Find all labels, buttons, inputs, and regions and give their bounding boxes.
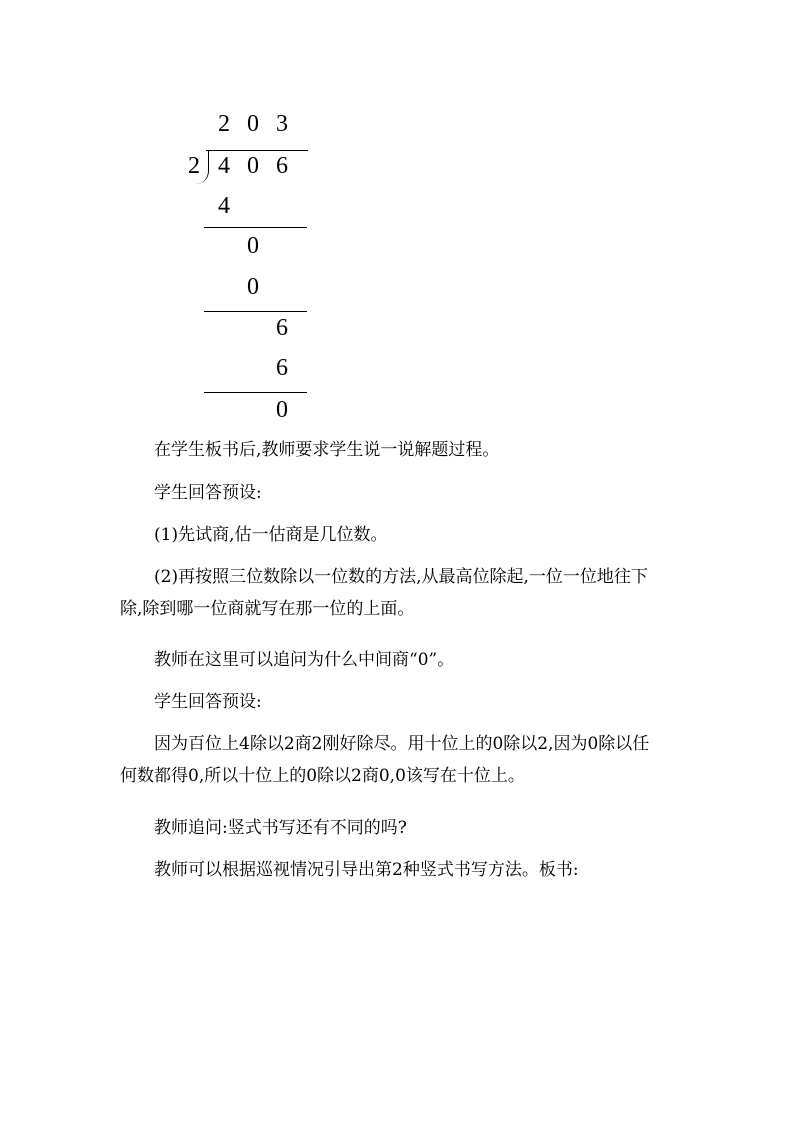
paragraph-3: (1)先试商,估一估商是几位数。 (154, 525, 388, 545)
divisor: 2 (188, 153, 200, 179)
quotient-digit-hundreds: 2 (218, 111, 230, 137)
step2-product: 0 (247, 274, 259, 300)
step1-rule (204, 227, 307, 228)
quotient-digit-tens: 0 (247, 111, 259, 137)
final-remainder: 0 (276, 397, 288, 423)
step2-rule (204, 311, 307, 312)
paragraph-9: 教师可以根据巡视情况引导出第2种竖式书写方法。板书: (154, 860, 579, 880)
paragraph-1: 在学生板书后,教师要求学生说一说解题过程。 (154, 440, 500, 460)
division-bracket-line (206, 150, 308, 151)
dividend-digit-hundreds: 4 (218, 153, 230, 179)
paragraph-8: 教师追问:竖式书写还有不同的吗? (154, 818, 407, 838)
step1-remainder: 0 (247, 233, 259, 259)
step2-bring-down: 6 (276, 315, 288, 341)
step1-product: 4 (218, 193, 230, 219)
dividend-digit-ones: 6 (276, 153, 288, 179)
long-division (0, 0, 794, 430)
quotient-digit-ones: 3 (276, 111, 288, 137)
dividend-digit-tens: 0 (247, 153, 259, 179)
paragraph-4: (2)再按照三位数除以一位数的方法,从最高位除起,一位一位地往下除,除到哪一位商就写在那一位的上面。 (120, 567, 648, 619)
paragraph-2: 学生回答预设: (154, 483, 262, 503)
paragraph-7: 因为百位上4除以2商2刚好除尽。用十位上的0除以2,因为0除以任何数都得0,所以十位上的0除以2商0,0该写在十位上。 (120, 734, 650, 786)
step3-rule (204, 392, 307, 393)
step3-product: 6 (276, 355, 288, 381)
paragraph-5: 教师在这里可以追问为什么中间商“0”。 (154, 650, 455, 670)
paragraph-6: 学生回答预设: (154, 692, 262, 712)
